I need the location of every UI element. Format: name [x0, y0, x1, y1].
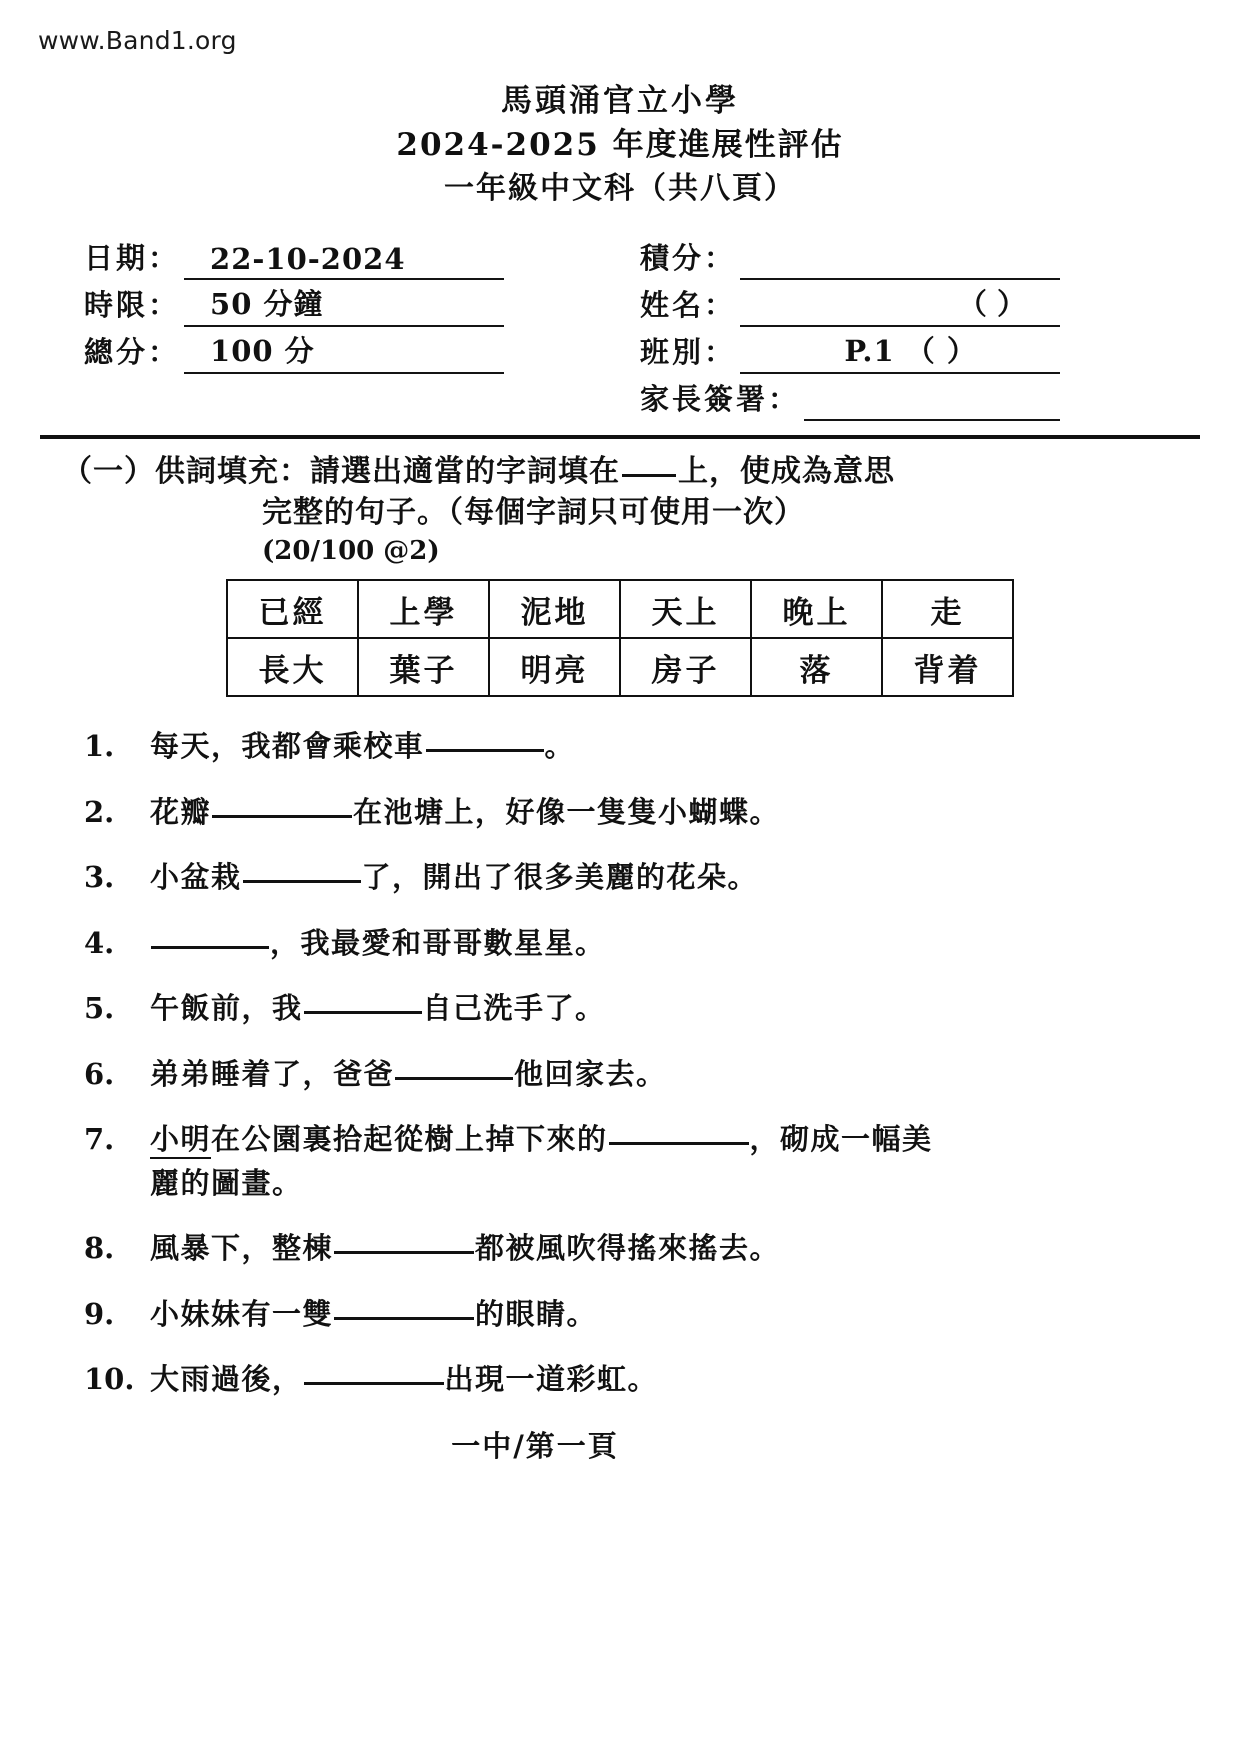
answer-blank[interactable]	[609, 1142, 749, 1145]
question-text	[150, 1053, 1184, 1097]
field-time-limit-rule[interactable]	[184, 287, 504, 327]
question-number: 5.	[84, 991, 115, 1026]
instruction-marks: (20/100 @2)	[262, 535, 440, 566]
answer-blank[interactable]	[243, 880, 361, 883]
question-number: 2.	[84, 794, 115, 829]
question-number: 4.	[84, 925, 115, 960]
word-bank-cell[interactable]: 上學	[358, 580, 489, 638]
word-bank-cell[interactable]: 落	[751, 638, 882, 696]
field-total-marks-value: 100 分	[210, 333, 315, 368]
question-number: 7.	[84, 1122, 115, 1157]
answer-blank[interactable]	[395, 1077, 513, 1080]
word-bank-cell[interactable]: 已經	[227, 580, 358, 638]
question-number: 8.	[84, 1231, 115, 1266]
assessment-year-title: 2024-2025 年度進展性評估	[396, 126, 844, 163]
question-list	[0, 725, 1240, 1402]
word-bank-cell[interactable]: 晚上	[751, 580, 882, 638]
question-text	[150, 1293, 1184, 1337]
instruction-line-1	[62, 451, 1200, 492]
question-item	[84, 922, 1184, 966]
question-item	[84, 725, 1184, 769]
field-date	[84, 233, 504, 280]
word-bank-cell[interactable]: 明亮	[489, 638, 620, 696]
field-student-number-paren: （ ）	[957, 286, 1026, 321]
question-text-segment: 他回家去。	[514, 1056, 667, 1091]
question-item	[84, 1227, 1184, 1271]
question-text-segment: 的眼睛。	[475, 1296, 598, 1331]
question-number: 10.	[84, 1362, 135, 1397]
question-text-segment: 風暴下，整棟	[150, 1231, 334, 1266]
question-text-segment: 小妹妹有一雙	[150, 1296, 334, 1331]
question-text-segment: 在池塘上，好像一隻隻小蝴蝶。	[353, 794, 781, 829]
word-bank-table	[226, 579, 1014, 697]
question-text-segment: 了，開出了很多美麗的花朵。	[361, 860, 759, 895]
instruction-text-head: （一）供詞填充：請選出適當的字詞填在	[62, 453, 620, 489]
question-number: 1.	[84, 729, 115, 764]
answer-blank[interactable]	[212, 815, 352, 818]
school-name: 馬頭涌官立小學	[501, 83, 739, 119]
instruction-line-2: 完整的句子。（每個字詞只可使用一次）	[262, 495, 805, 531]
word-bank-cell[interactable]: 葉子	[358, 638, 489, 696]
question-continuation: 麗的圖畫。	[150, 1165, 303, 1200]
question-text-segment: 大雨過後，	[150, 1362, 303, 1397]
field-total-marks-rule[interactable]	[184, 334, 504, 374]
question-text	[150, 791, 1184, 835]
info-column-right	[640, 233, 1060, 421]
header-divider	[40, 435, 1200, 439]
field-parent-signature-rule[interactable]	[804, 381, 1060, 421]
field-date-value: 22-10-2024	[210, 241, 406, 276]
question-text-segment: 自己洗手了。	[422, 991, 606, 1026]
question-item	[84, 1358, 1184, 1402]
word-bank-cell[interactable]: 長大	[227, 638, 358, 696]
field-time-limit-label: 時限：	[84, 287, 181, 322]
word-bank-body	[227, 580, 1013, 696]
field-class-rule[interactable]	[740, 334, 1060, 374]
word-bank-cell[interactable]: 走	[882, 580, 1013, 638]
question-number: 3.	[84, 860, 115, 895]
word-bank-cell[interactable]: 泥地	[489, 580, 620, 638]
question-text	[150, 725, 1184, 769]
field-student-name	[640, 280, 1060, 327]
question-item	[84, 1293, 1184, 1337]
answer-blank[interactable]	[304, 1011, 422, 1014]
question-text-segment: 弟弟睡着了，爸爸	[150, 1056, 395, 1091]
section-one-instructions	[0, 451, 1240, 570]
field-parent-signature-label: 家長簽署：	[640, 381, 801, 416]
site-url-watermark: www.Band1.org	[38, 26, 237, 55]
answer-blank[interactable]	[334, 1251, 474, 1254]
field-score-rule[interactable]	[740, 240, 1060, 280]
field-total-marks-label: 總分：	[84, 334, 181, 369]
field-class-label: 班別：	[640, 334, 737, 369]
answer-blank[interactable]	[151, 946, 269, 949]
question-text-segment: 出現一道彩虹。	[444, 1362, 659, 1397]
field-time-limit-value: 50 分鐘	[210, 286, 324, 321]
question-text	[150, 987, 1184, 1031]
field-date-label: 日期：	[84, 240, 181, 275]
field-parent-signature	[640, 374, 1060, 421]
question-text-segment: 都被風吹得搖來搖去。	[475, 1231, 781, 1266]
field-time-limit	[84, 280, 504, 327]
question-item	[84, 856, 1184, 900]
field-student-name-label: 姓名：	[640, 287, 737, 322]
question-text	[150, 922, 1184, 966]
question-number: 6.	[84, 1056, 115, 1091]
answer-blank[interactable]	[426, 749, 544, 752]
info-fields	[0, 233, 1240, 429]
question-text-segment: 。	[544, 729, 576, 764]
field-total-marks	[84, 327, 504, 374]
word-bank-container	[0, 579, 1240, 697]
question-text-segment: 小盆栽	[150, 860, 242, 895]
instruction-text-tail: 上，使成為意思	[678, 453, 895, 489]
question-item	[84, 1053, 1184, 1097]
question-text	[150, 1227, 1184, 1271]
inline-blank-icon	[622, 474, 676, 477]
question-text-segment: ，我最愛和哥哥數星星。	[270, 925, 606, 960]
word-bank-row	[227, 638, 1013, 696]
word-bank-cell[interactable]: 天上	[620, 580, 751, 638]
question-text-segment: ，砌成一幅美	[749, 1122, 933, 1157]
field-score-label: 積分：	[640, 240, 737, 275]
page-footer: 一中/第一頁	[451, 1428, 619, 1463]
question-item	[84, 987, 1184, 1031]
question-text-segment: 每天，我都會乘校車	[150, 729, 425, 764]
question-text	[150, 1118, 1184, 1205]
question-text	[150, 1358, 1184, 1402]
info-column-left	[84, 233, 504, 374]
answer-blank[interactable]	[334, 1317, 474, 1320]
question-item	[84, 791, 1184, 835]
question-text-segment: 在公園裏拾起從樹上掉下來的	[211, 1122, 608, 1157]
field-student-name-rule[interactable]	[740, 287, 1060, 327]
question-text-segment: 午飯前，我	[150, 991, 303, 1026]
field-score	[640, 233, 1060, 280]
question-number: 9.	[84, 1296, 115, 1331]
word-bank-cell[interactable]: 背着	[882, 638, 1013, 696]
underlined-term: 小明	[150, 1122, 211, 1159]
field-date-rule[interactable]	[184, 240, 504, 280]
question-text-segment: 花瓣	[150, 794, 212, 829]
word-bank-cell[interactable]: 房子	[620, 638, 751, 696]
word-bank-row	[227, 580, 1013, 638]
field-class	[640, 327, 1060, 374]
subject-title: 一年級中文科（共八頁）	[444, 171, 796, 207]
question-item	[84, 1118, 1184, 1205]
question-text	[150, 856, 1184, 900]
answer-blank[interactable]	[304, 1382, 444, 1385]
field-class-value: P.1 （ ）	[844, 333, 977, 368]
